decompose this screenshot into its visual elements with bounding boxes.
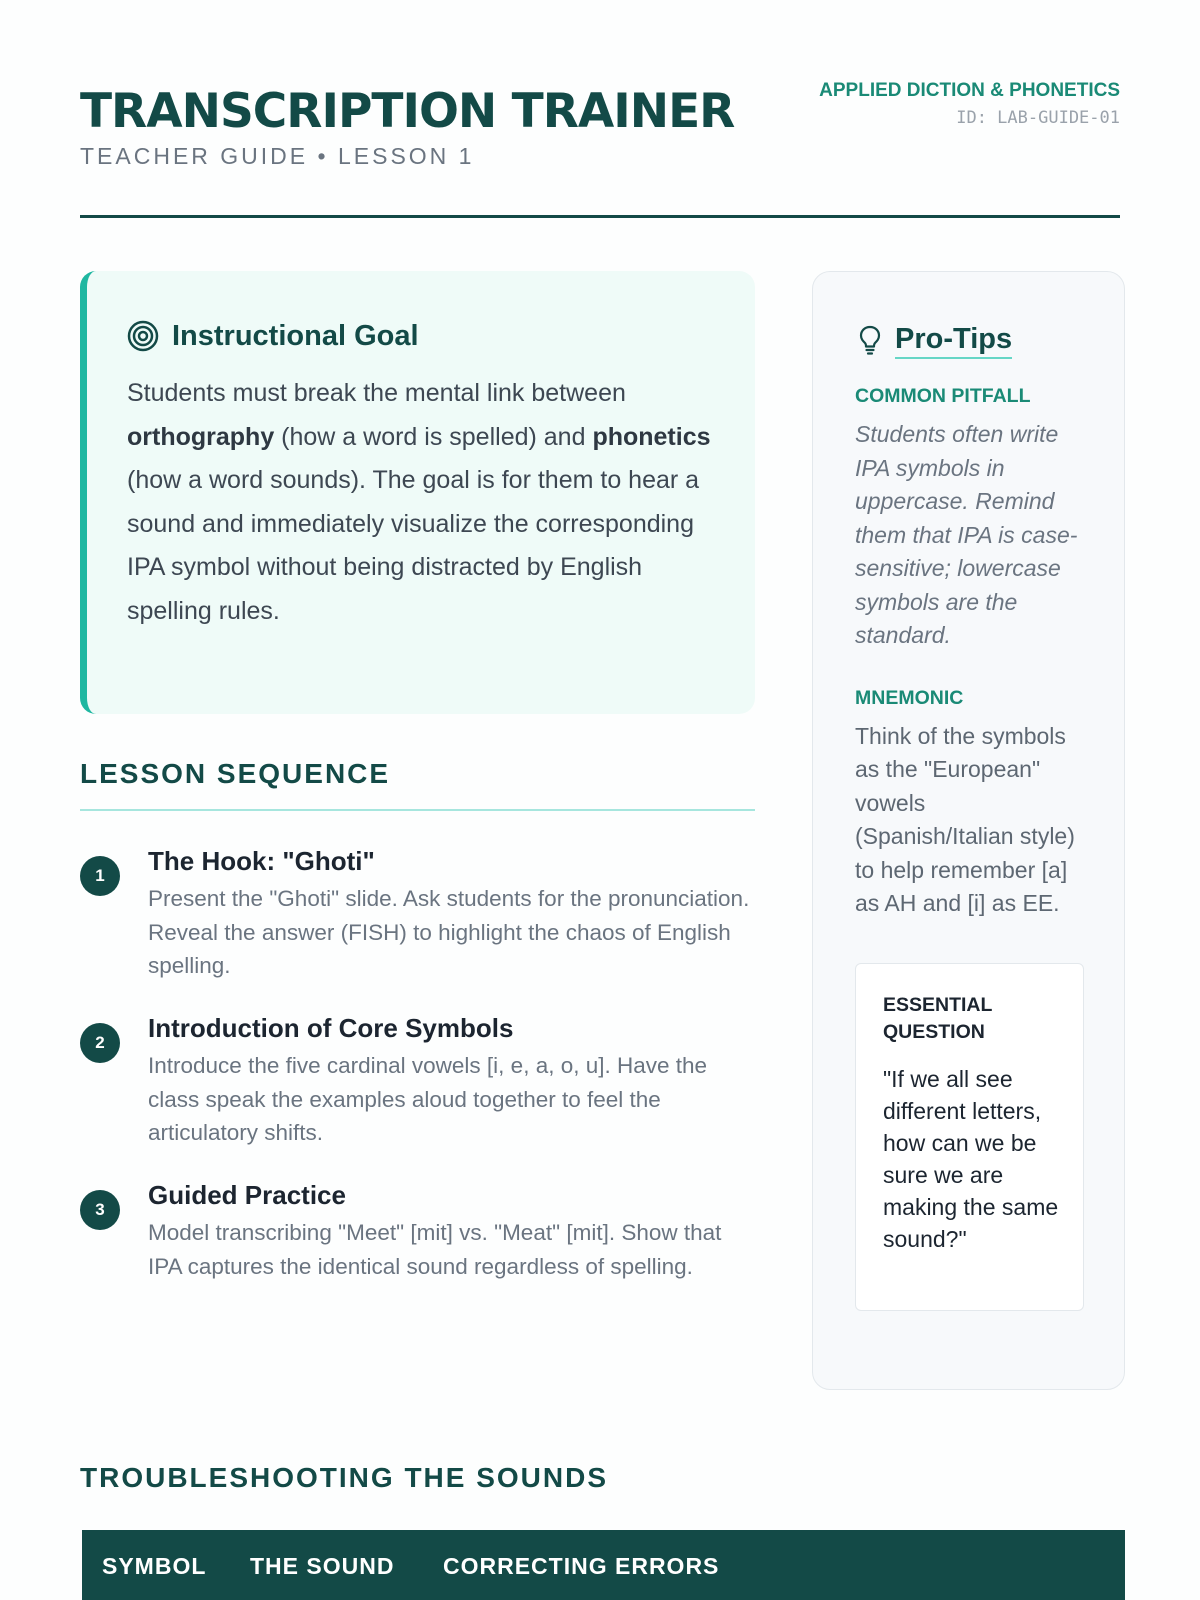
pitfall-text: Students often write IPA symbols in uppercase. Remind them that IPA is case-sensitive; lowercase symbols are the standard. — [855, 421, 1078, 648]
step-number-badge: 3 — [80, 1190, 120, 1230]
page-header — [80, 80, 1120, 218]
lightbulb-icon — [855, 324, 885, 356]
course-name: APPLIED DICTION & PHONETICS — [819, 80, 1120, 101]
goal-header — [127, 314, 715, 358]
column-header-sound: THE SOUND — [250, 1553, 395, 1579]
mnemonic-text: Think of the symbols as the "European" vowels (Spanish/Italian style) to help remember [a] as AH and [i] as EE. — [855, 722, 1075, 916]
step-title: Introduction of Core Symbols — [148, 1013, 514, 1043]
troubleshooting-heading: TROUBLESHOOTING THE SOUNDS — [80, 1462, 609, 1493]
pro-tips-sidebar — [812, 271, 1125, 1390]
tips-header — [855, 320, 1084, 360]
goal-text-part: Students must break the mental link between — [127, 379, 626, 407]
goal-term-phonetics: phonetics — [592, 422, 711, 451]
tips-title: Pro-Tips — [895, 322, 1012, 359]
column-header-correcting: CORRECTING ERRORS — [443, 1553, 720, 1579]
goal-term-orthography: orthography — [127, 422, 275, 451]
step-description: Present the "Ghoti" slide. Ask students for the pronunciation. Reveal the answer (FISH) to highlight the chaos of English spelling. — [148, 886, 750, 978]
mnemonic-label: MNEMONIC — [855, 686, 964, 709]
instructional-goal-card — [80, 271, 755, 714]
lesson-sequence-heading: LESSON SEQUENCE — [80, 758, 755, 811]
step-description: Introduce the five cardinal vowels [i, e, a, o, u]. Have the class speak the examples aloud together to feel the articulatory shifts. — [148, 1053, 708, 1145]
target-icon — [127, 320, 159, 352]
goal-text — [127, 372, 715, 633]
page-subtitle: TEACHER GUIDE • LESSON 1 — [80, 143, 475, 169]
step-number-badge: 2 — [80, 1023, 120, 1063]
step-number-badge: 1 — [80, 856, 120, 896]
essential-question-card — [855, 963, 1084, 1311]
pitfall-label: COMMON PITFALL — [855, 385, 1031, 407]
step-title: Guided Practice — [148, 1180, 346, 1210]
goal-text-part: (how a word sounds). The goal is for them to hear a sound and immediately visualize the corresponding IPA symbol without being distracted by English spelling rules. — [127, 466, 700, 625]
essential-question-text: "If we all see different letters, how can we be sure we are making the same sound?" — [883, 1065, 1059, 1252]
document-id: ID: LAB-GUIDE-01 — [956, 108, 1120, 128]
goal-title: Instructional Goal — [172, 319, 419, 352]
page-title: TRANSCRIPTION TRAINER — [80, 84, 735, 139]
goal-text-part: (how a word is spelled) and — [274, 422, 593, 451]
step-description: Model transcribing "Meet" [mit] vs. "Meat" [mit]. Show that IPA captures the identical sound regardless of spelling. — [148, 1220, 722, 1279]
step-title: The Hook: "Ghoti" — [148, 846, 375, 876]
column-header-symbol: SYMBOL — [102, 1553, 207, 1579]
essential-question-label: ESSENTIAL QUESTION — [883, 993, 993, 1043]
troubleshooting-table-header — [82, 1530, 1125, 1600]
